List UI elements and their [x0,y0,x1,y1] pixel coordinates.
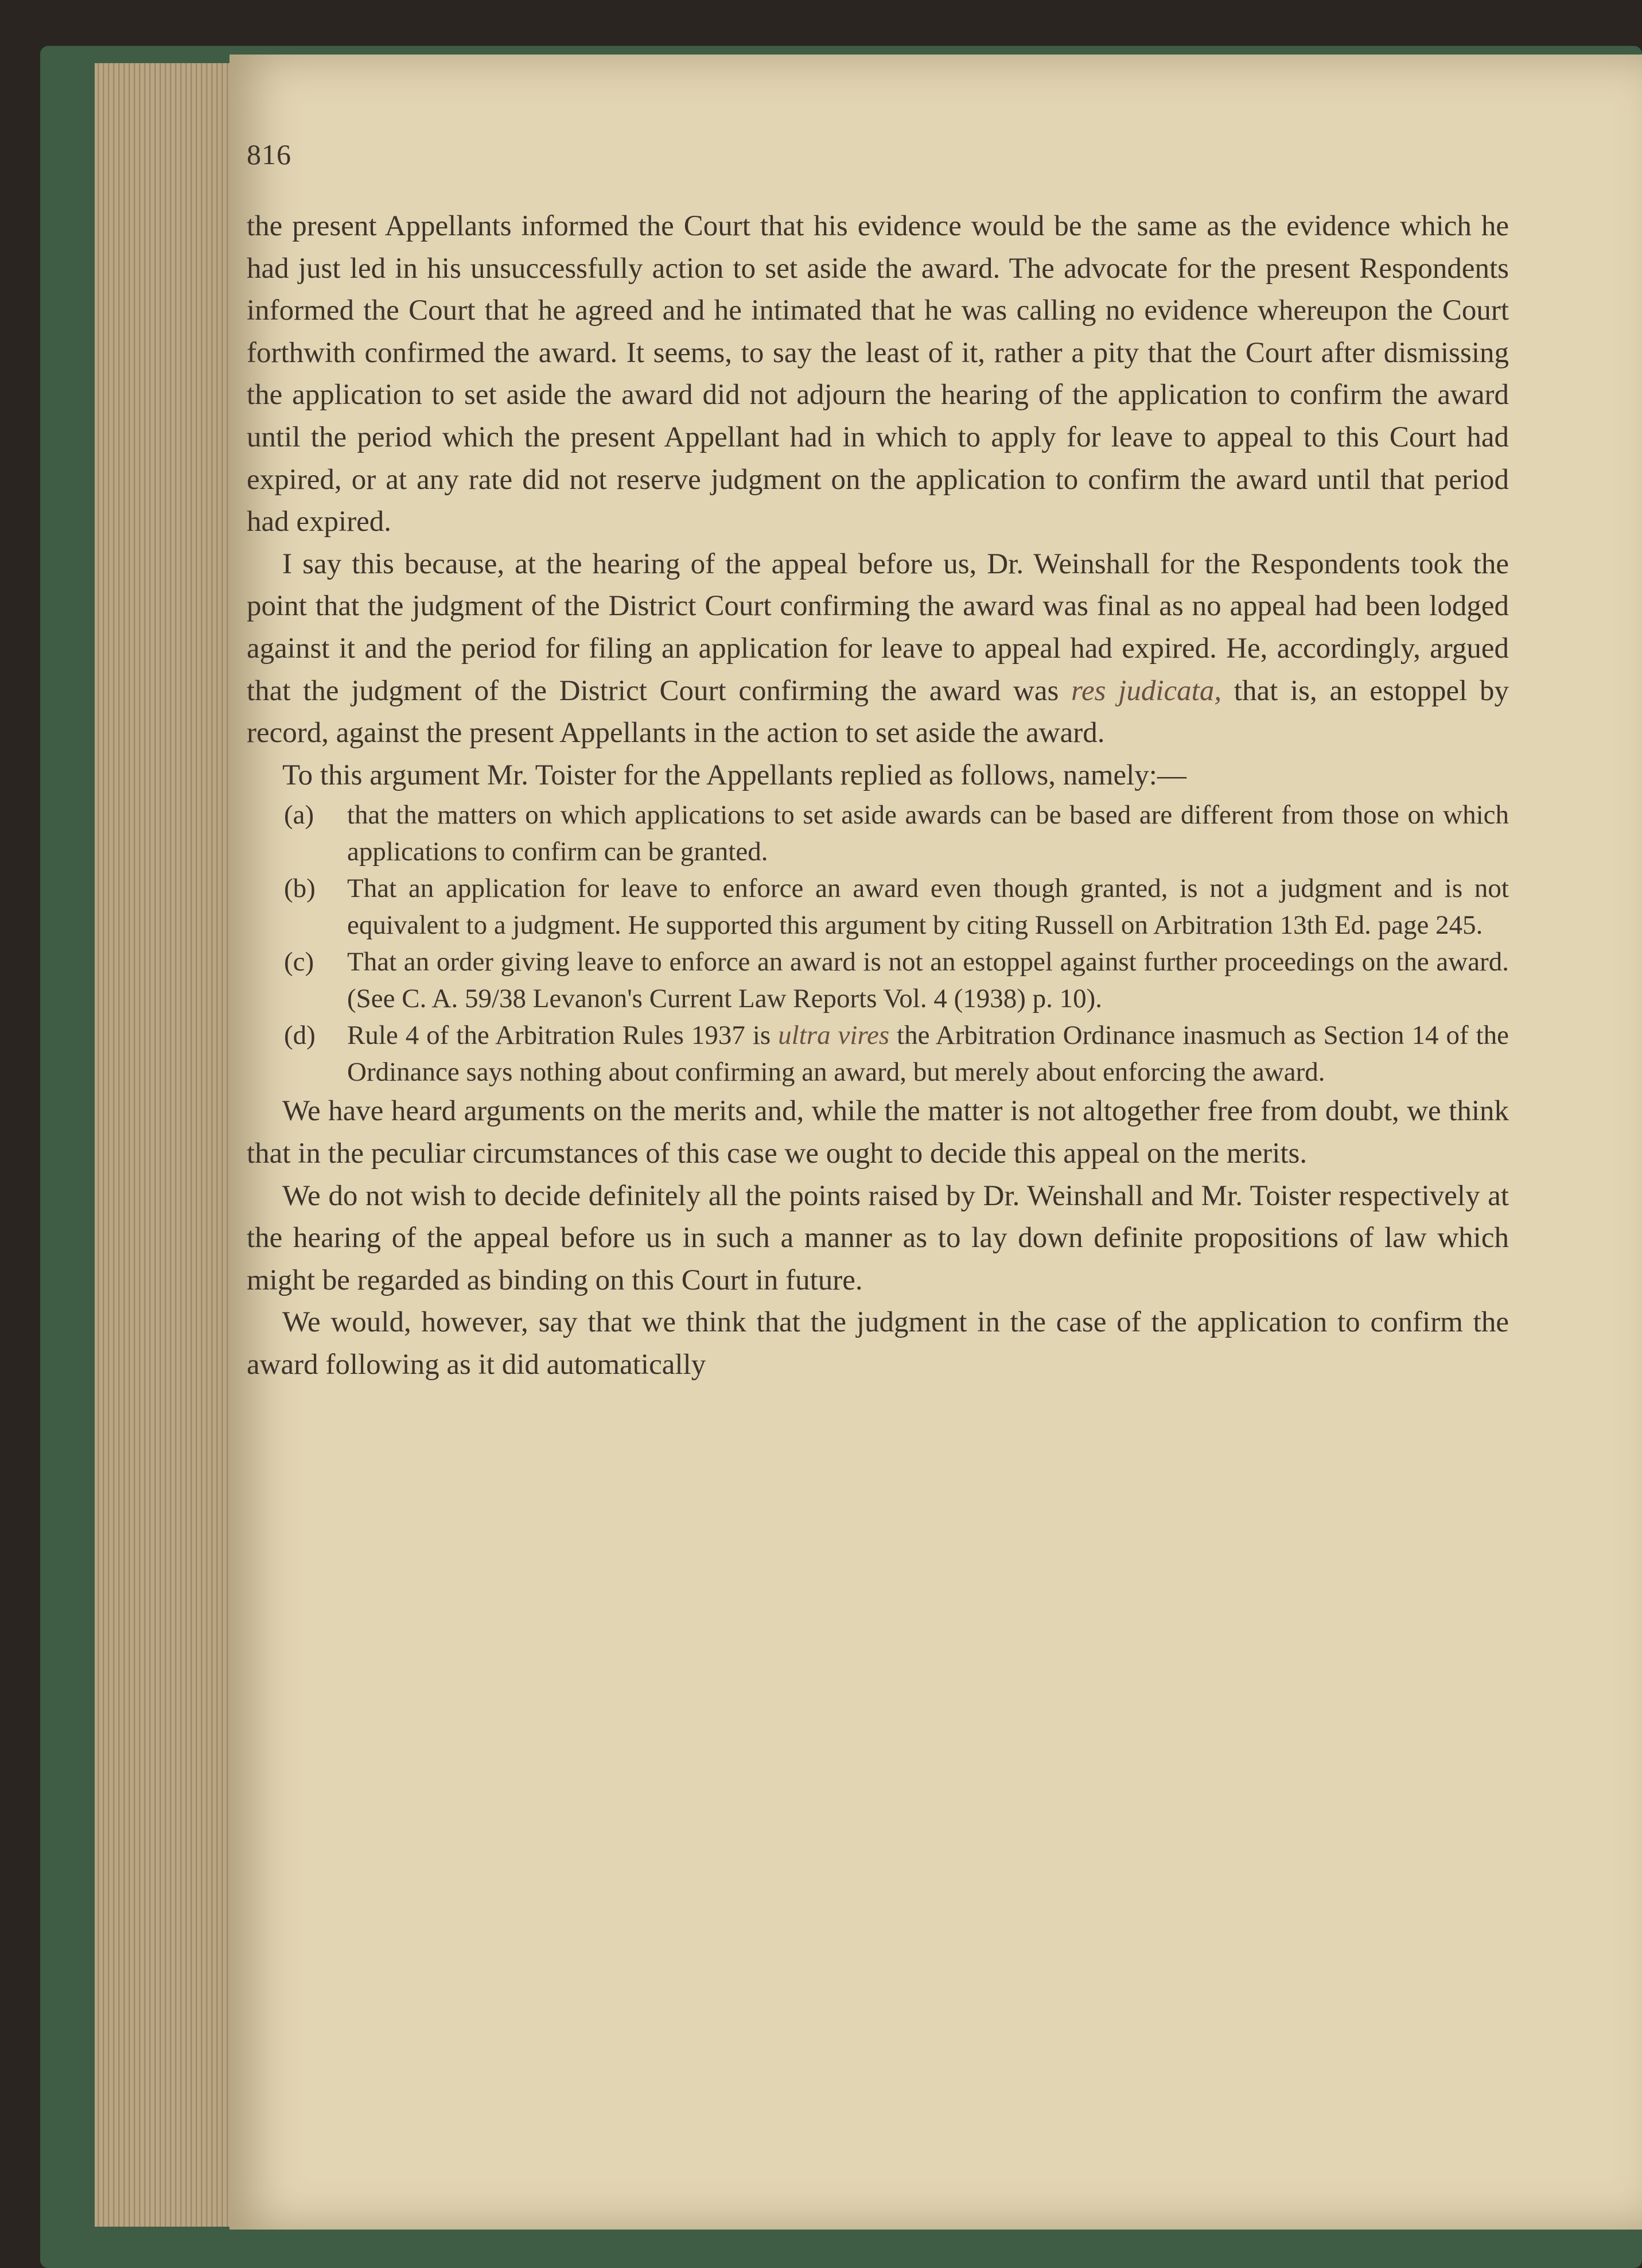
list-marker: (c) [284,947,314,977]
list-item-text-start: Rule 4 of the Arbitration Rules 1937 is [347,1020,779,1051]
list-marker: (a) [284,800,314,830]
list-item-text-start: That an application for leave to enforce an award even though granted, is not a judgment and is not equivalent to a judgment. He supported this argument by citing Russell on Arbitration 13th Ed. page 245. [347,873,1509,941]
list-item-text-start: That an order giving leave to enforce an award is not an estoppel against further proceedings on the award. (See C. A. 59/38 Levanon's Current Law Reports Vol. 4 (1938) p. 10). [347,947,1509,1014]
list-item-text-start: that the matters on which applications to set aside awards can be based are different from those on which applications to confirm can be granted. [347,800,1509,867]
page-content [247,138,1509,2146]
list-marker: (d) [284,1020,316,1051]
paragraph-3: To this argument Mr. Toister for the Appellants replied as follows, namely:— [282,759,1186,791]
list-item-text-end: the Arbitration Ordinance inasmuch as Section 14 of the Ordinance says nothing about confirming an award, but merely about enforcing the award. [347,1020,1509,1088]
opening-paragraph: the present Appellants informed the Court that his evidence would be the same as the evidence which he had just led in his unsuccessfully action to set aside the award. The advocate for the present Respondents informed the Court that he agreed and he intimated that he was calling no evidence whereupon the Court forthwith confirmed the award. It seems, to say the least of it, rather a pity that the Court after dismissing the application to set aside the award did not adjourn the hearing of the application to confirm the award until the period which the present Appellant had in which to apply for leave to appeal to this Court had expired, or at any rate did not reserve judgment on the application to confirm the award until that period had expired. [247,210,1509,538]
paragraph-4: We have heard arguments on the merits and, while the matter is not altogether free from doubt, we think that in the peculiar circumstances of this case we ought to decide this appeal on the merits. [247,1095,1509,1170]
list-item-text [347,943,1509,1017]
list-item [284,797,1509,870]
list-item [284,943,1509,1017]
paragraph-6: We would, however, say that we think that the judgment in the case of the application to confirm the award following as it did automatically [247,1306,1509,1381]
paragraph-2-text: I say this because, at the hearing of the appeal before us, Dr. Weinshall for the Respondents took the point that the judgment of the District Court confirming the award was final as no appeal had been lodged against it and the period for filing an application for leave to appeal had expired. He, accordingly, argued that the judgment of the District Court confirming the award was [247,547,1509,707]
page-edges [95,63,244,2227]
list-item-text [347,870,1509,943]
paragraph-2 [247,543,1509,755]
paragraph-2-text-end: that is, an estoppel by record, against the present Appellants in the action to set aside the award. [247,674,1509,749]
ultra-vires-term: ultra vires [778,1020,890,1051]
page-number: 816 [247,138,291,170]
paragraph-5: We do not wish to decide definitely all the points raised by Dr. Weinshall and Mr. Toister respectively at the hearing of the appeal before us in such a manner as to lay down definite propositions of law which might be regarded as binding on this Court in future. [247,1179,1509,1296]
res-judicata-term: res judicata, [1071,674,1222,707]
list-item-text [347,797,1509,870]
list-item [284,870,1509,943]
list-marker: (b) [284,873,316,904]
list-item-text [347,1017,1509,1090]
list-item [284,1017,1509,1090]
